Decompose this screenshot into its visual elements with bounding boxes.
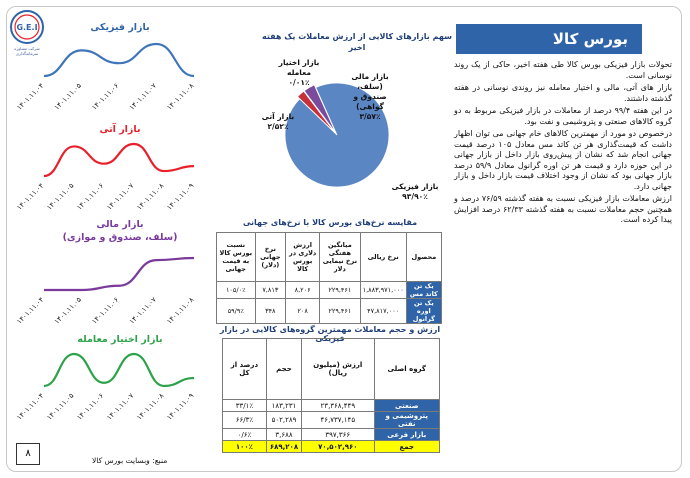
table-cell: ۳۴۸ (255, 299, 286, 324)
pie-label-text: بازار اختیار معامله (278, 58, 320, 77)
table-row (217, 282, 442, 299)
table-row (217, 299, 442, 324)
table-cell: ۴۷,۸۱۷,۰۰۰ (360, 299, 406, 324)
table-header: حجم (266, 339, 301, 400)
source-note: منبع: وبسایت بورس کالا (92, 456, 168, 465)
series-line (44, 258, 194, 290)
table-cell: جمع (374, 441, 439, 453)
table-cell: صنعتی (374, 400, 439, 412)
x-tick-label: ۱۴۰۱.۱۱.۰۷ (105, 181, 136, 212)
x-tick-label: ۱۴۰۱.۱۱.۰۸ (135, 181, 166, 212)
mini-chart-title-text: بازار مالی (96, 219, 144, 230)
table-cell: ۲۰۸ (286, 299, 320, 324)
table-cell: ۳۳/۱٪ (223, 400, 267, 412)
x-tick-label: ۱۴۰۱.۱۱.۰۴ (15, 81, 46, 112)
pie-label-value: ۰/۰۱٪ (288, 78, 310, 87)
x-tick-label: ۱۴۰۱.۱۱.۰۶ (75, 391, 106, 422)
page-number: ۸ (16, 443, 40, 465)
mini-chart-options (15, 350, 202, 422)
mini-chart-title-text: بازار آتی (99, 124, 141, 135)
table-cell: ۴۶,۷۳۷,۱۴۵ (302, 412, 374, 429)
pie-label-futures (258, 112, 298, 132)
table-row (223, 412, 440, 429)
table-cell: ۶۸۹,۲۰۸ (266, 441, 301, 453)
pie-label-financial (344, 72, 396, 122)
mini-chart-financial (15, 254, 202, 326)
table-cell: ۲۲۹,۴۶۱ (320, 282, 360, 299)
table2-title: ارزش و حجم معاملات مهمترین گروه‌های کالایی در بازار فیزیکی (219, 325, 441, 343)
table-total-row (223, 441, 440, 453)
x-tick-label: ۱۴۰۱.۱۱.۰۵ (45, 391, 76, 422)
x-tick-label: ۱۴۰۱.۱۱.۰۸ (165, 81, 196, 112)
table-cell: بازار فرعی (374, 429, 439, 441)
paragraph: تحولات بازار فیزیکی بورس کالا طی هفته اخیر، حاکی از یک روند نوسانی است. (454, 60, 672, 80)
mini-chart-title (30, 218, 210, 244)
pie-label-physical (385, 182, 445, 202)
x-tick-label: ۱۴۰۱.۱۱.۰۶ (90, 81, 121, 112)
table-cell: ۲۳,۳۶۸,۴۴۹ (302, 400, 374, 412)
pie-label-value: ۲/۵۲٪ (267, 122, 289, 131)
pie-label-value: ۹۳/۹۰٪ (402, 192, 428, 201)
mini-chart-subtitle: (سلف، صندوق و موازی) (62, 232, 178, 243)
table-cell: ۷۰,۵۰۲,۹۶۰ (302, 441, 374, 453)
mini-chart-title (30, 124, 210, 135)
table1-title: مقایسه نرخ‌های بورس کالا با نرخ‌های جهانی (242, 218, 418, 227)
table-cell: ۶۶/۳٪ (223, 412, 267, 429)
table-row (223, 400, 440, 412)
x-tick-label: ۱۴۰۱.۱۱.۰۸ (165, 295, 196, 326)
pie-label-text: بازار فیزیکی (391, 182, 439, 191)
x-tick-label: ۱۴۰۱.۱۱.۰۵ (45, 181, 76, 212)
table-header: نرخ ریالی (360, 233, 406, 282)
table-cell: یک تن کاتد مس (406, 282, 441, 299)
page-title: بورس کالا (456, 24, 642, 54)
pie-label-value: ۳/۵۷٪ (359, 112, 381, 121)
table-cell: ۳,۶۸۸ (266, 429, 301, 441)
pie-chart-title: سهم بازارهای کالایی از ارزش معاملات یک هفته اخیر (262, 32, 452, 52)
mini-chart-physical (15, 40, 202, 112)
table-cell: ۲۲۹,۴۶۱ (320, 299, 360, 324)
table-header: نسبت بورس کالا به قیمت جهانی (217, 233, 256, 282)
summary-text (454, 60, 672, 228)
table-cell: یک تن اوره گرانول (406, 299, 441, 324)
table-header: گروه اصلی (374, 339, 439, 400)
x-tick-label: ۱۴۰۱.۱۱.۰۷ (127, 295, 158, 326)
table-cell: ۱۰۰٪ (223, 441, 267, 453)
mini-chart-title-text: بازار اختیار معامله (77, 334, 163, 345)
mini-chart-title (30, 22, 210, 33)
table-cell: ۱۸۳,۲۳۱ (266, 400, 301, 412)
table-cell: ۷,۸۱۳ (255, 282, 286, 299)
pie-label-text: بازار مالی (سلف، صندوق و گواهی) (351, 72, 389, 111)
table-cell: ۰/۶٪ (223, 429, 267, 441)
series-line (44, 144, 194, 176)
table-cell: ۵۰۲,۲۸۹ (266, 412, 301, 429)
logo-caption: شرکت مشاوره سرمایه‌گذاری (14, 46, 40, 56)
x-tick-label: ۱۴۰۱.۱۱.۰۵ (52, 295, 83, 326)
paragraph: در این هفته ۹۹/۴ درصد از معاملات در بازار فیزیکی مربوط به دو گروه کالاهای صنعتی و پتروشیمی و نفت بود. (454, 106, 672, 126)
x-tick-label: ۱۴۰۱.۱۱.۰۶ (90, 295, 121, 326)
world-price-table (216, 232, 442, 324)
table-header: محصول (406, 233, 441, 282)
table-cell: ۸,۲۰۶ (286, 282, 320, 299)
mini-chart-futures (15, 140, 202, 212)
x-tick-label: ۱۴۰۱.۱۱.۰۷ (127, 81, 158, 112)
paragraph: درخصوص دو مورد از مهمترین کالاهای خام جهانی می توان اظهار داشت که قیمت‌گذاری هر تن کاتد مس معادل ۱۰۵ درصد قیمت جهانی انجام شد که نشان از پیش‌روی بازار داخل از بازار جهانی در این حوزه دارد و قیمت هر تن اوره گرانول معادل ۵۹/۹ درصد بازار جهانی بود که نشان از وجود اختلاف قیمت بازار داخل و بازار جهانی دارد. (454, 129, 672, 191)
pie-label-options (274, 58, 324, 88)
table-cell: پتروشیمی و نفتی (374, 412, 439, 429)
table-row (223, 429, 440, 441)
table-cell: ۱۰۵/۰٪ (217, 282, 256, 299)
svg-text:G.E.I: G.E.I (16, 23, 38, 32)
x-tick-label: ۱۴۰۱.۱۱.۰۴ (15, 181, 46, 212)
x-tick-label: ۱۴۰۱.۱۱.۰۷ (105, 391, 136, 422)
mini-chart-title (30, 334, 210, 345)
paragraph: بازار های آتی، مالی و اختیار معامله نیز روندی نوسانی در هفته گذشته داشتند. (454, 83, 672, 103)
x-tick-label: ۱۴۰۱.۱۱.۰۵ (52, 81, 83, 112)
table-header: ارزش دلاری در بورس کالا (286, 233, 320, 282)
x-tick-label: ۱۴۰۱.۱۱.۰۶ (75, 181, 106, 212)
table-header: ارزش (میلیون ریال) (302, 339, 374, 400)
table-cell: ۵۹/۹٪ (217, 299, 256, 324)
x-tick-label: ۱۴۰۱.۱۱.۰۹ (165, 391, 196, 422)
commodity-groups-table (222, 338, 440, 453)
table-header-row (217, 233, 442, 282)
table-cell: ۳۹۷,۳۶۶ (302, 429, 374, 441)
mini-chart-title-text: بازار فیزیکی (90, 22, 150, 33)
table-header: میانگین هفتگی نرخ نیمایی دلار (320, 233, 360, 282)
x-tick-label: ۱۴۰۱.۱۱.۰۸ (135, 391, 166, 422)
table-header-row (223, 339, 440, 400)
x-tick-label: ۱۴۰۱.۱۱.۰۴ (15, 391, 46, 422)
series-line (44, 354, 194, 386)
x-tick-label: ۱۴۰۱.۱۱.۰۹ (165, 181, 196, 212)
table-header: نرخ جهانی (دلار) (255, 233, 286, 282)
x-tick-label: ۱۴۰۱.۱۱.۰۴ (15, 295, 46, 326)
table-cell: ۱,۸۸۳,۹۷۱,۰۰۰ (360, 282, 406, 299)
table-header: درصد از کل (223, 339, 267, 400)
pie-label-text: بازار آتی (261, 112, 295, 121)
paragraph: ارزش معاملات بازار فیزیکی نسبت به هفته گذشته ۷۶/۵۹ درصد و همچنین حجم معاملات نسبت به هفته گذشته ۶۲/۳۳ درصد افزایش پیدا کرده است. (454, 194, 673, 224)
series-line (44, 44, 194, 76)
